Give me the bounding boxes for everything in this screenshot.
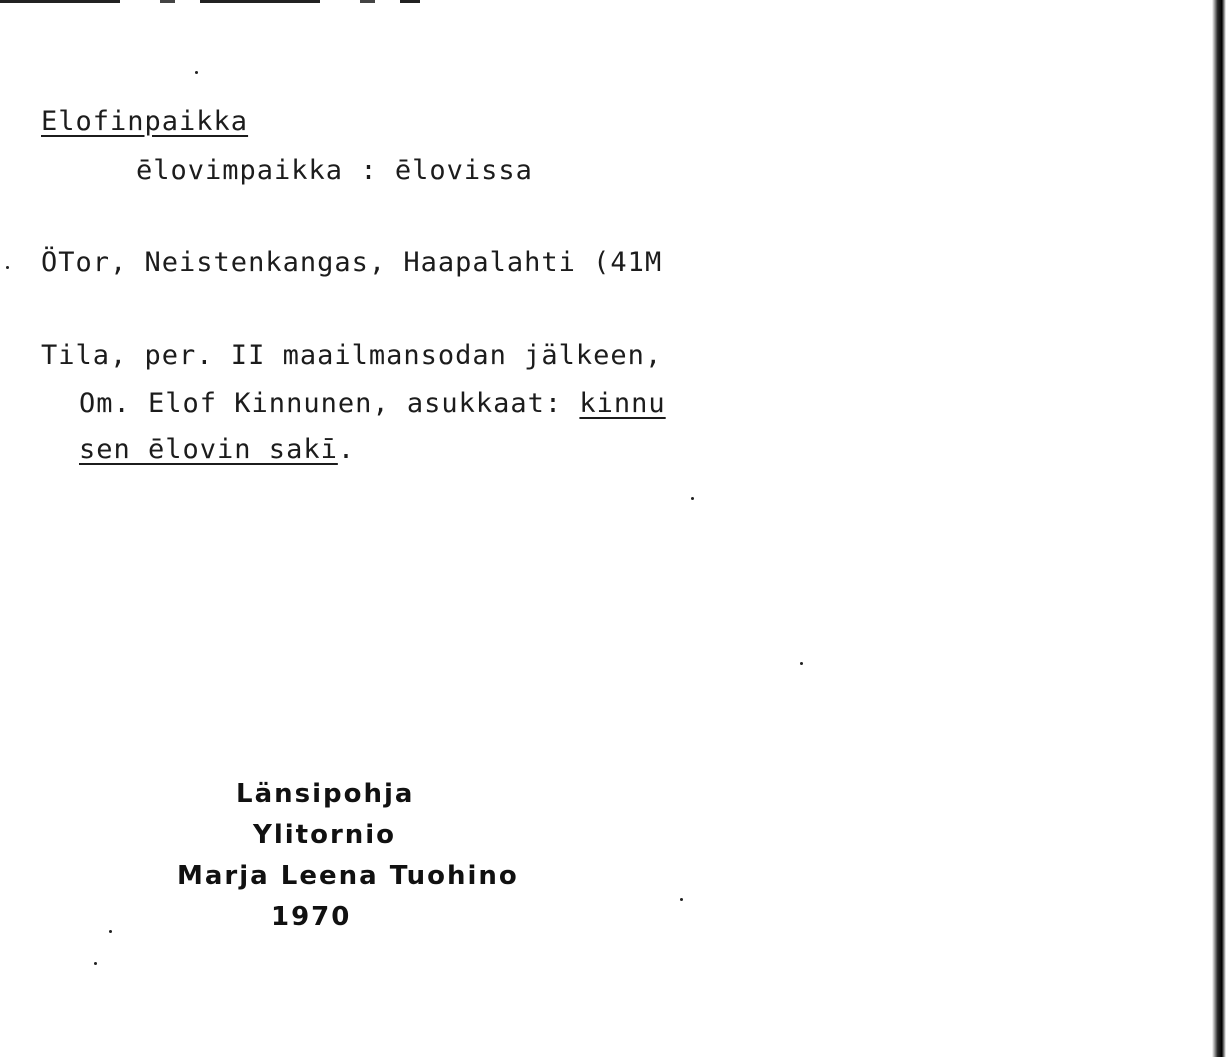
stamp-parish: Ylitornio — [253, 820, 397, 850]
scan-speck — [195, 71, 198, 74]
scan-speck — [94, 962, 97, 965]
description-line-2-text: Om. Elof Kinnunen, asukkaat: — [79, 388, 580, 419]
description-line-2 — [79, 388, 666, 420]
scan-speck — [691, 497, 694, 500]
description-line-3 — [79, 434, 355, 466]
scan-speck — [109, 930, 112, 933]
location-line: ÖTor, Neistenkangas, Haapalahti (41M — [41, 247, 663, 278]
headword: Elofinpaikka — [41, 106, 249, 137]
scan-speck — [800, 662, 803, 665]
description-line-3-text: . — [337, 434, 356, 465]
dialect-forms: ēlovimpaikka : ēlovissa — [136, 155, 533, 186]
stamp-collector: Marja Leena Tuohino — [177, 861, 519, 891]
scan-speck — [6, 266, 9, 269]
description-line-1: Tila, per. II maailmansodan jälkeen, — [41, 340, 663, 371]
description-line-3-underlined: sen ēlovin sakī — [79, 434, 338, 465]
scan-speck — [680, 898, 683, 901]
stamp-year: 1970 — [271, 902, 352, 932]
description-line-2-underlined: kinnu — [579, 388, 666, 419]
stamp-region: Länsipohja — [236, 779, 415, 809]
card-top-edge — [0, 0, 420, 3]
card-right-edge — [1212, 0, 1226, 1057]
